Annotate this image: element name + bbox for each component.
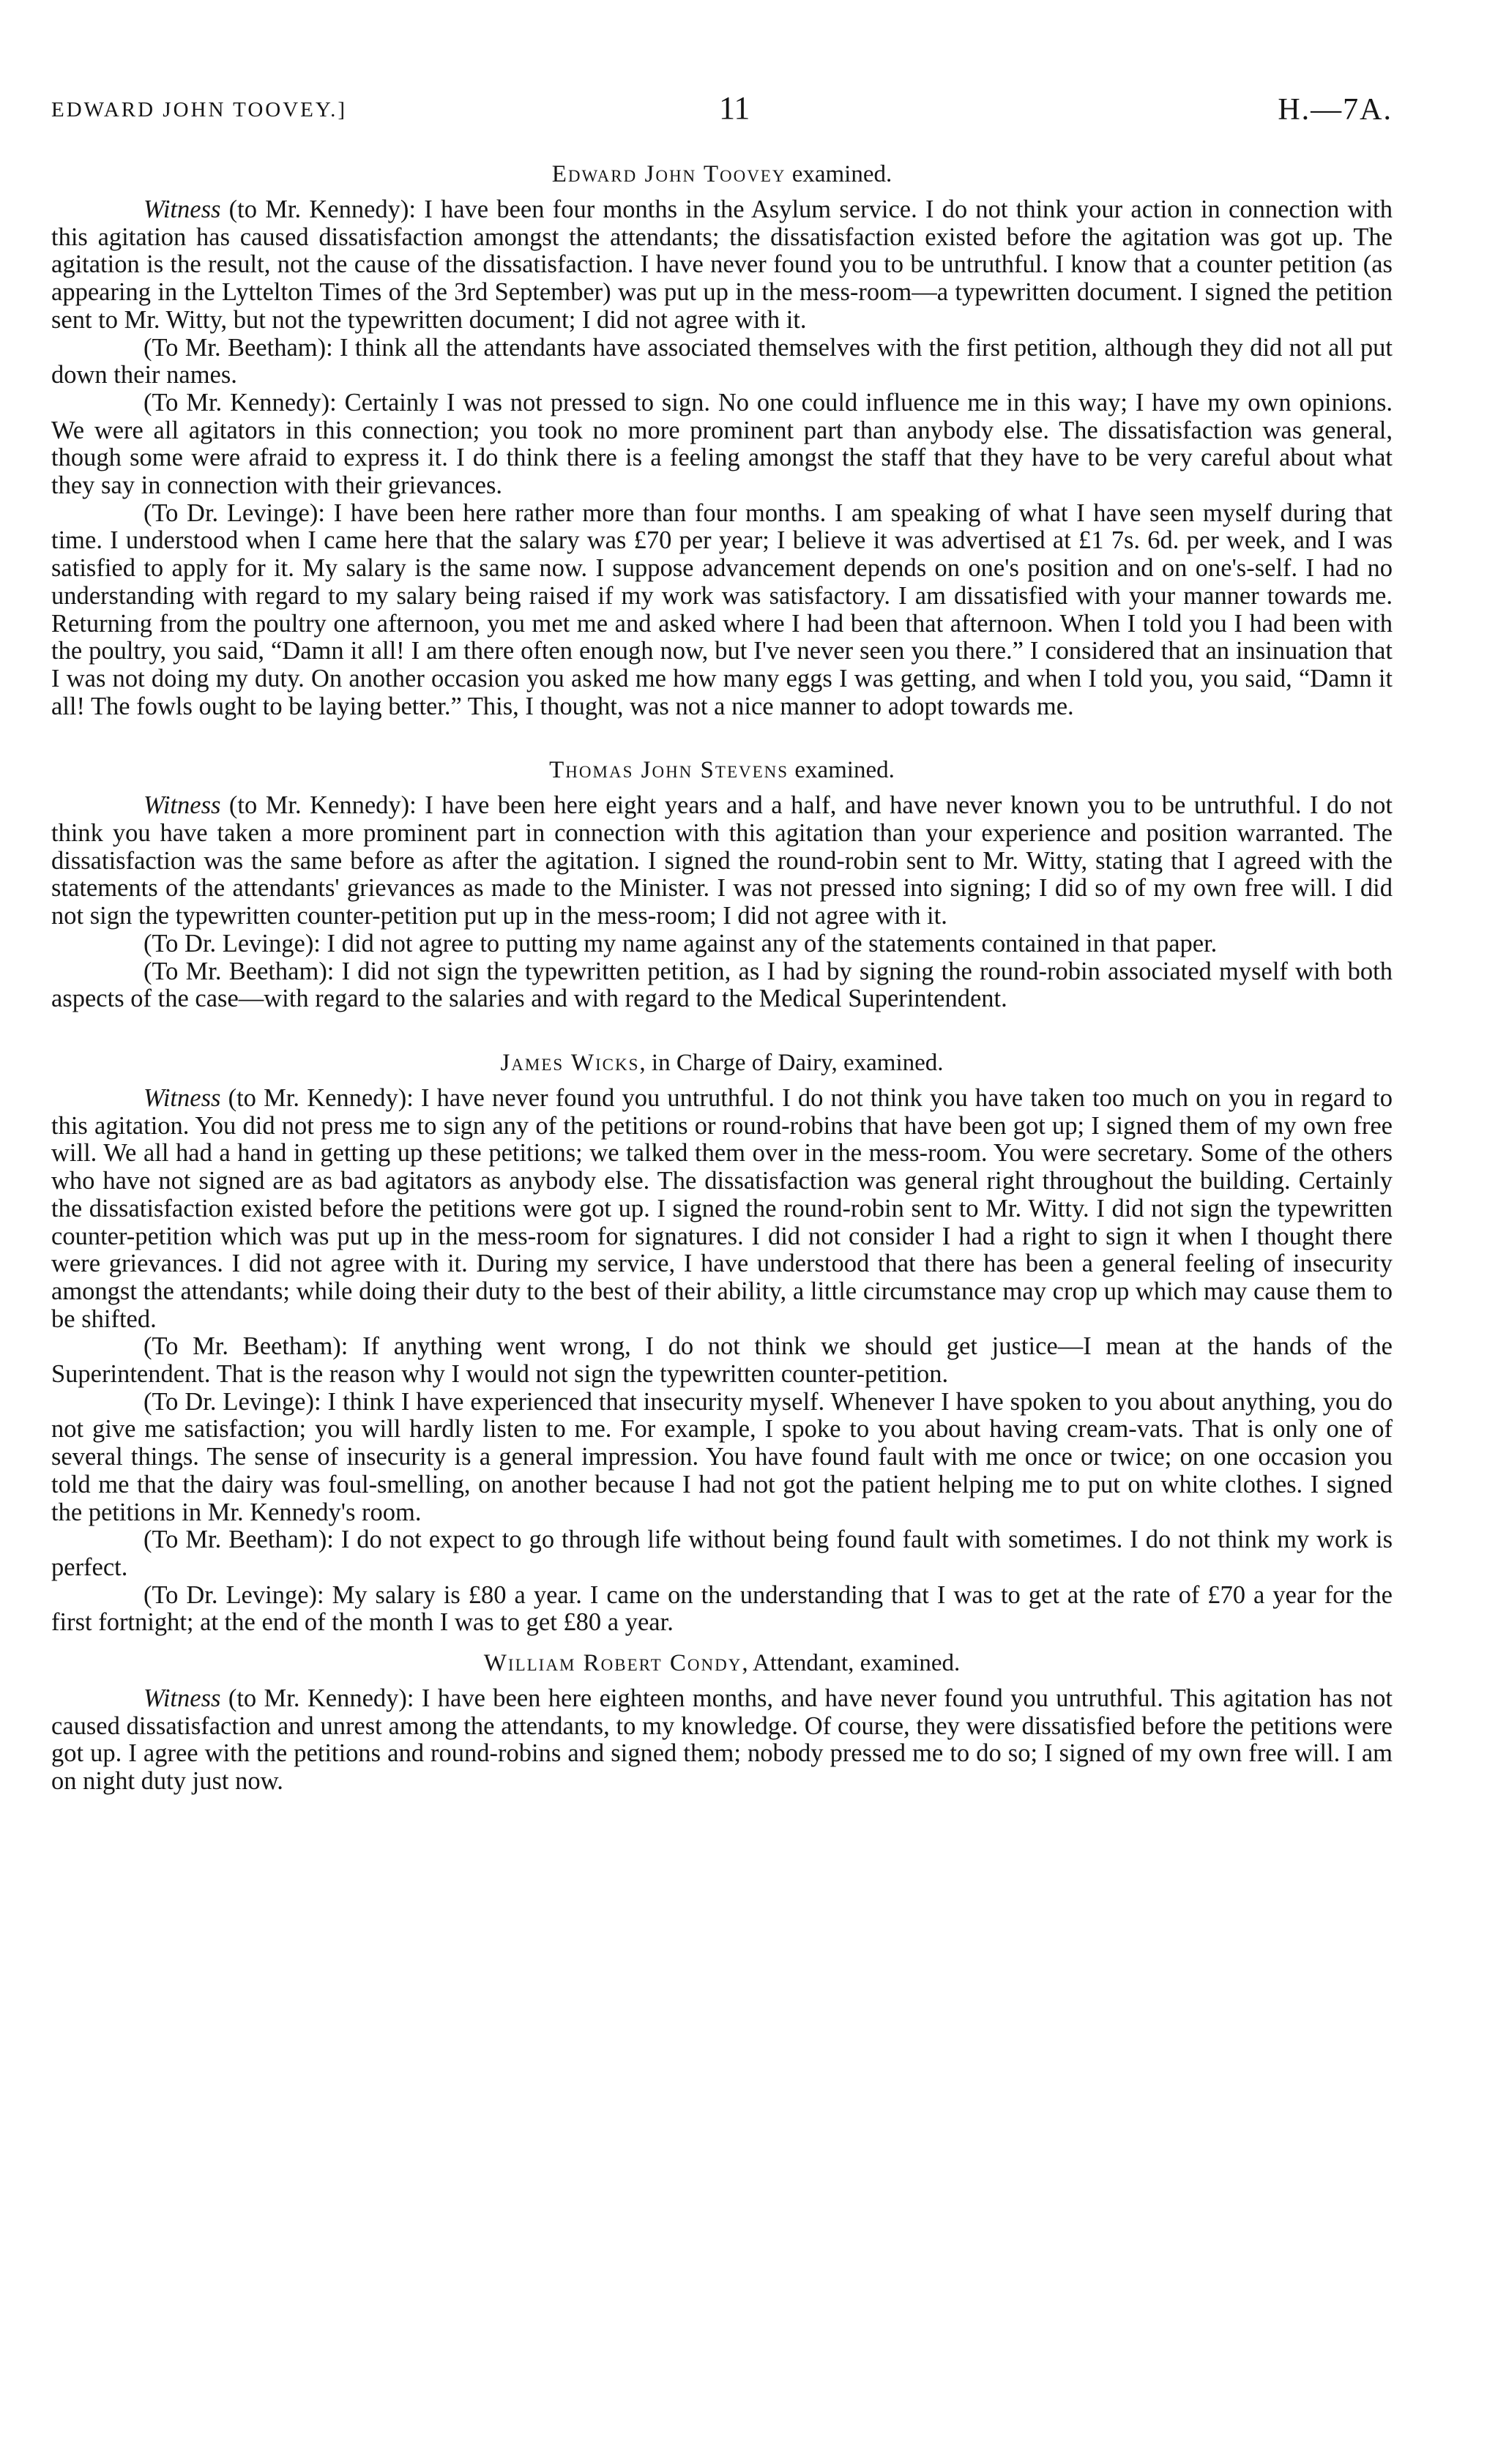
paragraph: (To Mr. Beetham): I did not sign the typewritten petition, as I had by signing the round-robin associated myself with both aspects of the case—with regard to the salaries and with regard to the Medical Superintendent. [51,957,1393,1013]
section-heading: James Wicks, in Charge of Dairy, examined. [500,1049,944,1076]
header-left: EDWARD JOHN TOOVEY.] [51,98,347,122]
paragraph: (To Dr. Levinge): I did not agree to putting my name against any of the statements contained in that paper. [144,929,1218,957]
header-right: H.—7A. [1278,93,1393,127]
section-heading: Thomas John Stevens examined. [549,757,895,784]
paragraph: (To Mr. Beetham): I think all the attendants have associated themselves with the first petition, although they did not all put down their names. [51,333,1393,389]
page-number: 11 [719,90,750,126]
paragraph: (To Mr. Beetham): If anything went wrong, I do not think we should get justice—I mean at the hands of the Superintendent. That is the reason why I would not sign the typewritten counter-petition. [51,1332,1393,1389]
section-wicks [51,1045,1393,1637]
running-header [51,89,1393,148]
section-heading: William Robert Condy, Attendant, examined. [483,1650,961,1677]
paragraph: (To Dr. Levinge): I have been here rather more than four months. I am speaking of what I have seen myself during that time. I understood when I came here that the salary was £70 per year; I believe it was advertised at £1 7s. 6d. per week, and I was satisfied to apply for it. My salary is the same now. I suppose advancement depends on one's position and on one's-self. I had no understanding with regard to my salary being raised if my work was satisfactory. I am dissatisfied with your manner towards me. Returning from the poultry one afternoon, you met me and asked where I had been that afternoon. When I told you I had been with the poultry, you said, “Damn it all! I am there often enough now, but I've never seen you there.” I considered that an insinuation that I was not doing my duty. On another occasion you asked me how many eggs I was getting, and when I told you, you said, “Damn it all! The fowls ought to be laying better.” This, I thought, was not a nice manner to adopt towards me. [51,499,1393,720]
document-body [51,157,1393,1796]
paragraph: Witness (to Mr. Kennedy): I have never found you untruthful. I do not think you have taken too much on you in regard to this agitation. You did not press me to sign any of the petitions or round-robins that have been got up; I signed them of my own free will. We all had a hand in getting up these petitions; we talked them over in the mess-room. You were secretary. Some of the others who have not signed are as bad agitators as anybody else. The dissatisfaction was general right throughout the building. Certainly the dissatisfaction existed before the petitions were got up. I signed the round-robin sent to Mr. Witty. I did not sign the typewritten counter-petition which was put up in the mess-room for signatures. I did not consider I had a right to sign it when I thought there were grievances. I did not agree with it. During my service, I have understood that there has been a general feeling of insecurity amongst the attendants; while doing their duty to the best of their ability, a little circumstance may crop up which may cause them to be shifted. [51,1083,1393,1333]
section-heading: Edward John Toovey examined. [551,161,892,187]
paragraph: (To Mr. Kennedy): Certainly I was not pressed to sign. No one could influence me in this way; I have my own opinions. We were all agitators in this connection; you took no more prominent part than anybody else. The dissatisfaction was general, though some were afraid to express it. I do think there is a feeling amongst the staff that they have to be very careful about what they say in connection with their grievances. [51,388,1393,500]
paragraph: Witness (to Mr. Kennedy): I have been here eight years and a half, and have never known you to be untruthful. I do not think you have taken a more prominent part in connection with this agitation than your experience and position warranted. The dissatisfaction was the same before as after the agitation. I signed the round-robin sent to Mr. Witty, stating that I agreed with the statements of the attendants' grievances as made to the Minister. I was not pressed into signing; I did so of my own free will. I did not sign the typewritten counter-petition put up in the mess-room; I did not agree with it. [51,791,1393,930]
paragraph: Witness (to Mr. Kennedy): I have been four months in the Asylum service. I do not think your action in connection with this agitation has caused dissatisfaction amongst the attendants; the dissatisfaction existed before the agitation was got up. The agitation is the result, not the cause of the dissatisfaction. I have never found you to be untruthful. I know that a counter petition (as appearing in the Lyttelton Times of the 3rd September) was put up in the mess-room—a typewritten document. I signed the petition sent to Mr. Witty, but not the typewritten document; I did not agree with it. [51,195,1393,334]
section-condy [51,1646,1393,1796]
section-toovey [51,157,1393,720]
paragraph: Witness (to Mr. Kennedy): I have been here eighteen months, and have never found you untruthful. This agitation has not caused dissatisfaction and unrest among the attendants, to my knowledge. Of course, they were dissatisfied before the petitions were got up. I agree with the petitions and round-robins and signed them; nobody pressed me to do so; I signed of my own free will. I am on night duty just now. [51,1684,1393,1796]
section-stevens [51,753,1393,1013]
paragraph: (To Dr. Levinge): My salary is £80 a year. I came on the understanding that I was to get at the rate of £70 a year for the first fortnight; at the end of the month I was to get £80 a year. [51,1580,1393,1637]
paragraph: (To Dr. Levinge): I think I have experienced that insecurity myself. Whenever I have spoken to you about anything, you do not give me satisfaction; you will hardly listen to me. For example, I spoke to you about having cream-vats. That is only one of several things. The sense of insecurity is a general impression. You have found fault with me once or twice; on one occasion you told me that the dairy was foul-smelling, on another because I had not got the patient helping me to put on white clothes. I signed the petitions in Mr. Kennedy's room. [51,1387,1393,1526]
paragraph: (To Mr. Beetham): I do not expect to go through life without being found fault with sometimes. I do not think my work is perfect. [51,1526,1393,1581]
